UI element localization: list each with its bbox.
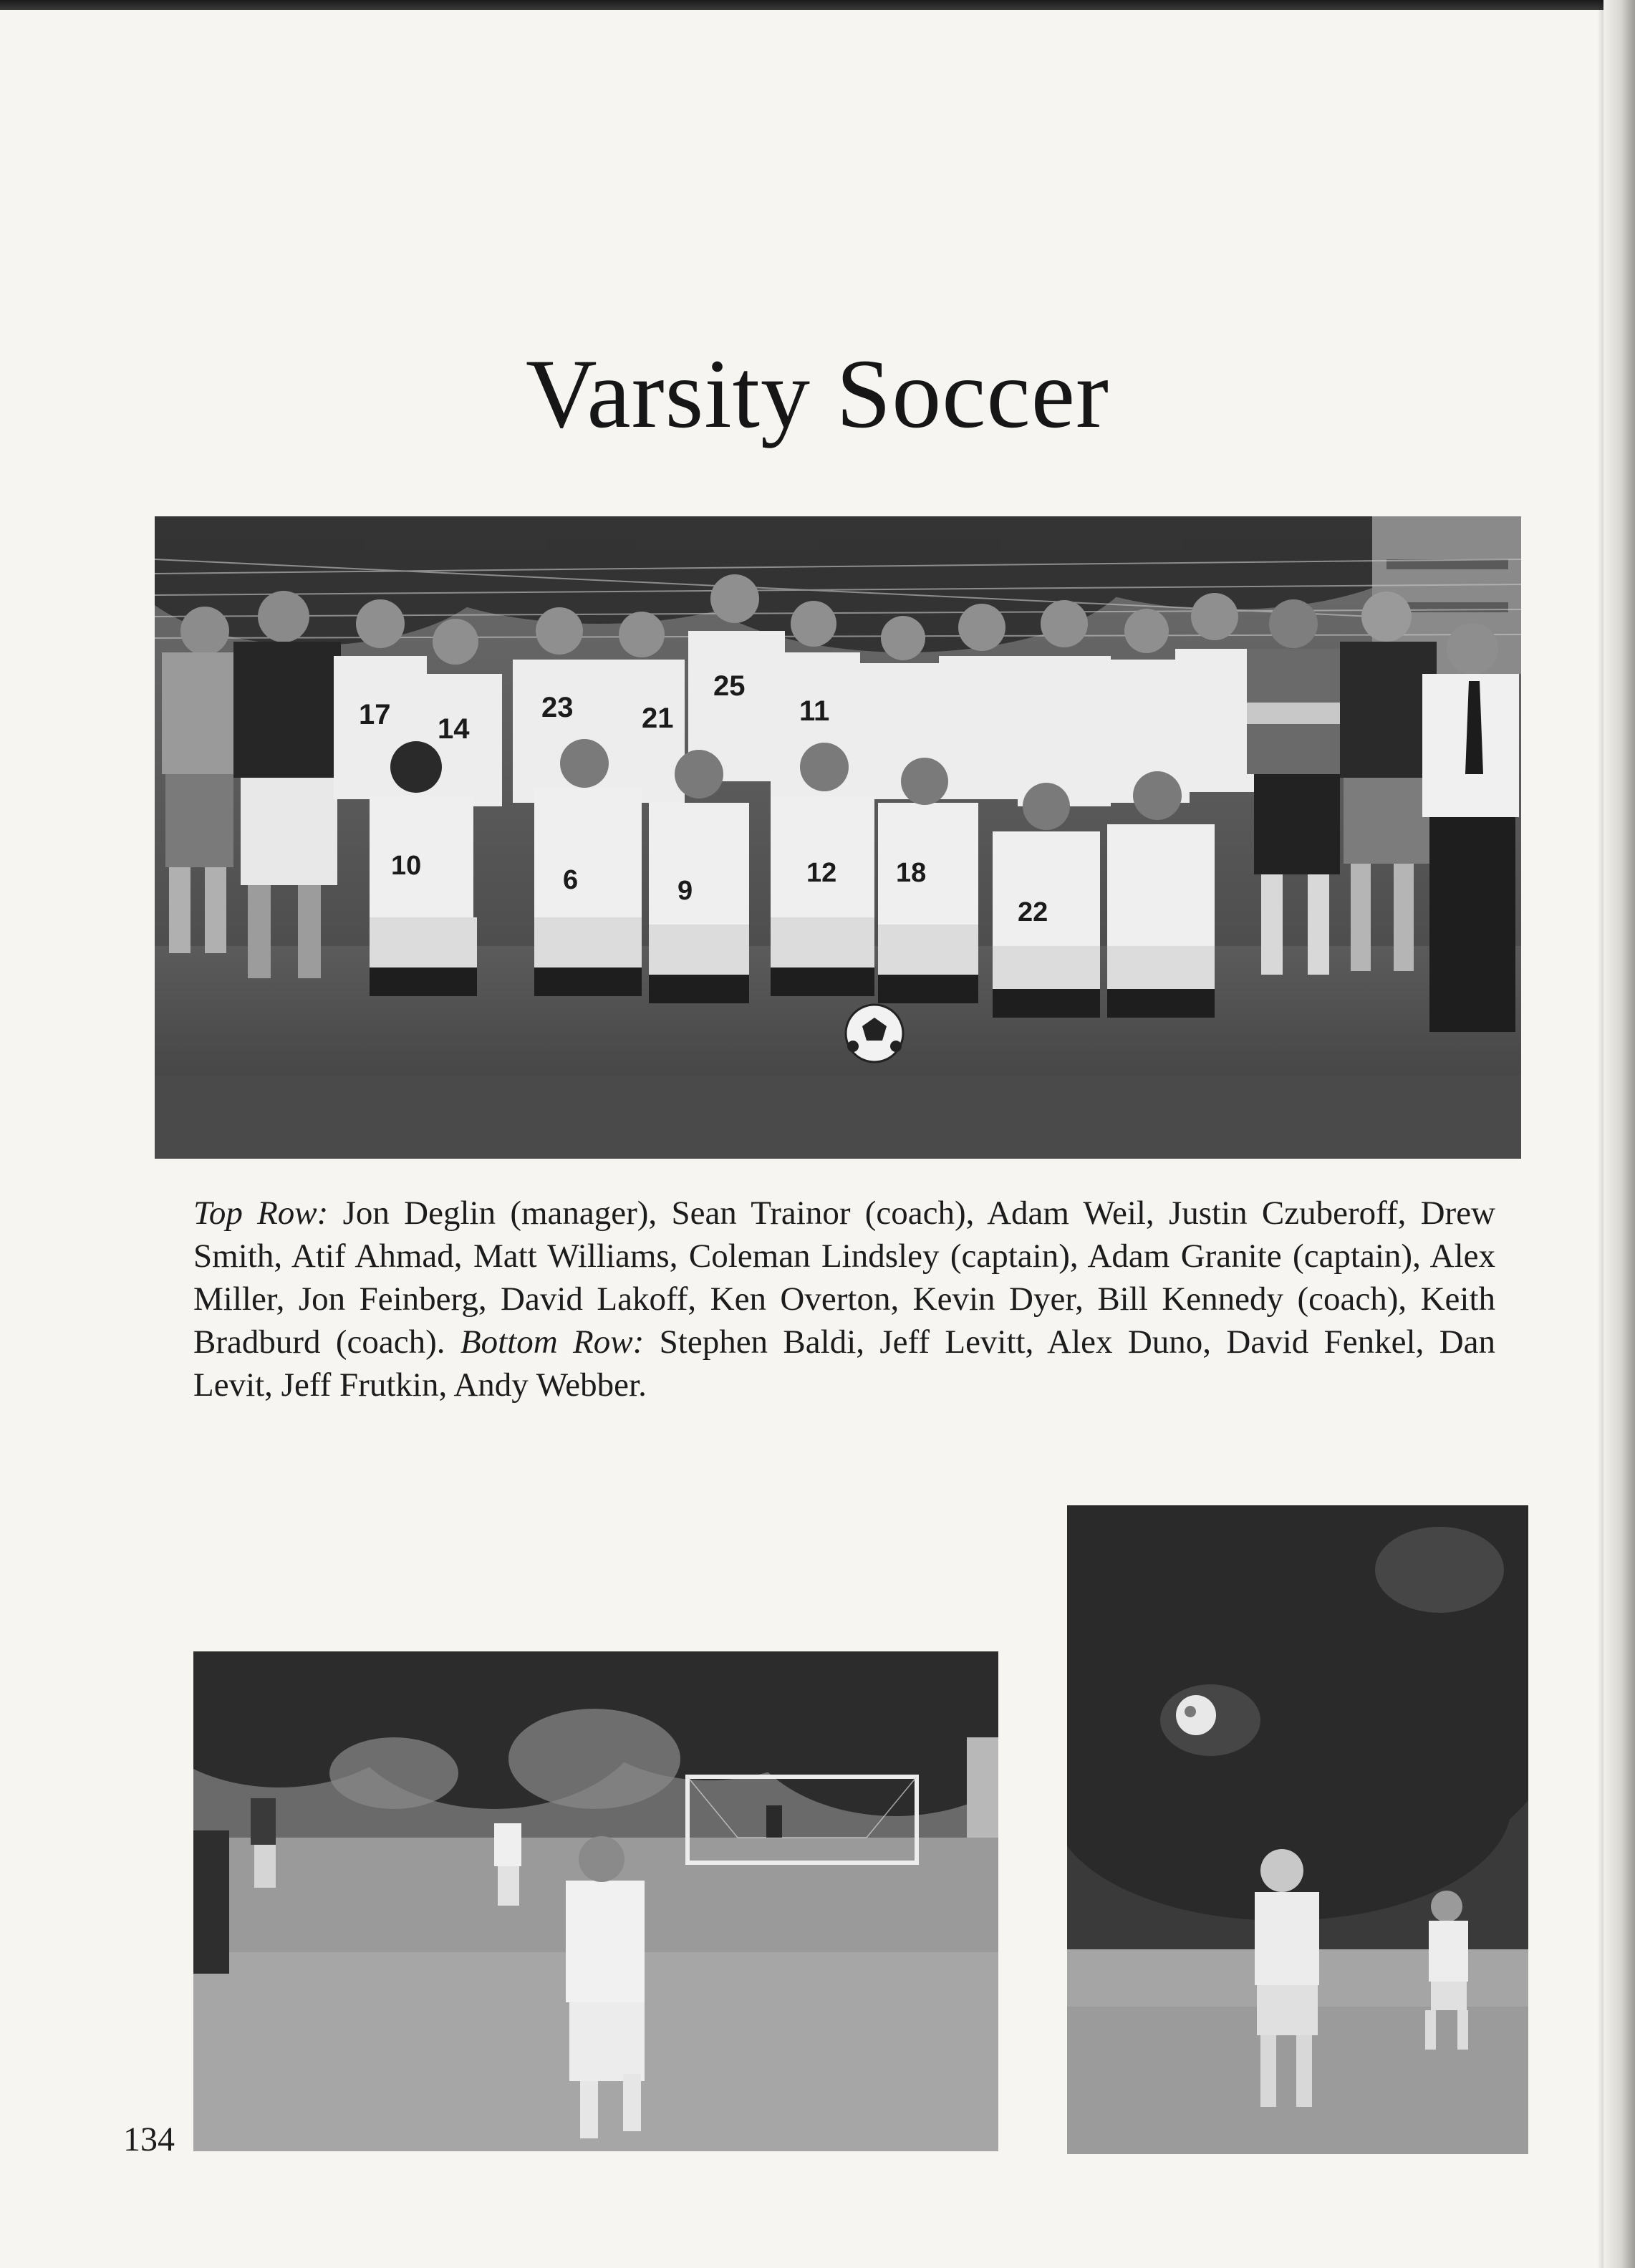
jersey-number-top: 14 <box>438 713 470 745</box>
jersey-number-top: 23 <box>541 692 574 723</box>
game-action-image-left <box>193 1651 998 2151</box>
caption-top-row-label: Top Row: <box>193 1195 329 1232</box>
jersey-number-bottom: 10 <box>391 851 422 881</box>
jersey-number-top: 21 <box>642 703 674 734</box>
jersey-number-bottom: 22 <box>1018 897 1048 927</box>
jersey-number-top: 11 <box>799 695 830 727</box>
page-title: Varsity Soccer <box>526 339 1109 448</box>
game-action-image-right <box>1067 1505 1528 2154</box>
top-edge-bar <box>0 0 1635 10</box>
jersey-number-bottom: 6 <box>563 865 579 895</box>
photo-caption <box>193 1192 1495 1406</box>
soccer-ball-icon <box>846 1005 903 1062</box>
page-number: 134 <box>123 2120 175 2158</box>
jersey-number-bottom: 9 <box>677 876 693 906</box>
caption-bottom-row-names: Stephen Baldi, Jeff Levitt, Alex Duno, David Fenkel, Dan Levit, Jeff Frutkin, Andy Webber. <box>193 1323 1496 1404</box>
jersey-number-top: 17 <box>359 699 391 730</box>
jersey-number-bottom: 18 <box>896 858 927 888</box>
team-photo <box>155 516 1521 1159</box>
caption-bottom-row-label: Bottom Row: <box>460 1323 645 1361</box>
team-photo-image <box>155 516 1521 1159</box>
game-action-photo-left <box>193 1651 998 2151</box>
game-action-photo-right <box>1067 1505 1528 2154</box>
jersey-number-top: 25 <box>713 670 746 702</box>
caption-top-row-names: Jon Deglin (manager), Sean Trainor (coach), Adam Weil, Justin Czuberoff, Drew Smith, Atif Ahmad, Matt Williams, Coleman Lindsley (captain), Adam Granite (captain), Alex Miller, Jon Feinberg, David Lakoff, Ken Overton, Kevin Dyer, Bill Kennedy (coach), Keith Bradburd (coach). <box>193 1195 1496 1361</box>
jersey-number-bottom: 12 <box>806 858 837 888</box>
